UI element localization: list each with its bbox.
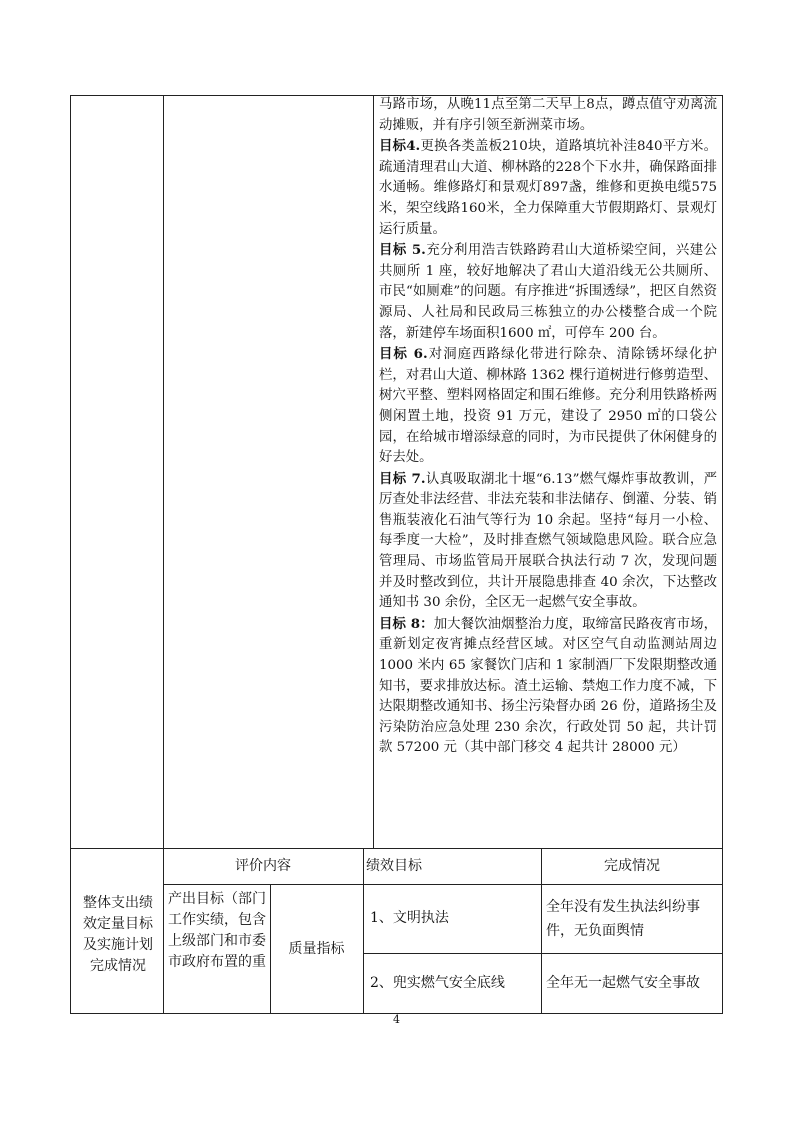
narrative-intro: 马路市场，从晚11点至第二天早上8点，蹲点值守劝离流动摊贩，并有序引领至新洲菜市场。 xyxy=(379,97,717,133)
goal-6 xyxy=(379,344,717,469)
goal-text: 更换各类盖板210块，道路填坑补洼840平方米。疏通清理君山大道、柳林路的228个下水井，确保路面排水通畅。维修路灯和景观灯897盏，维修和更换电缆575米，架空线路160米，全力保障重大节假期路灯、景观灯运行质量。 xyxy=(379,139,717,237)
row-status: 全年无一起燃气安全事故 xyxy=(546,975,700,991)
goal-label: 目标 8： xyxy=(379,615,434,632)
goal-text: 充分利用浩吉铁路跨君山大道桥梁空间，兴建公共厕所 1 座，较好地解决了君山大道沿线无公共厕所、市民“如厕难”的问题。有序推进“拆围透绿”，把区自然资源局、人社局和民政局三栋独立的办公楼整合成一个院落，新建停车场面积1600 ㎡，可停车 200 台。 xyxy=(379,243,717,341)
table-row xyxy=(546,884,720,953)
performance-narrative xyxy=(379,95,717,759)
table-row xyxy=(370,953,538,1014)
goal-8 xyxy=(379,614,717,759)
goal-text: 加大餐饮油烟整治力度，取缔富民路夜宵市场，重新划定夜宵摊点经营区域。对区空气自动监测站周边 1000 米内 65 家餐饮门店和 1 家制酒厂下发限期整改通知书，要求排放达标。渣土运输、禁炮工作力度不减，下达限期整改通知书、扬尘污染督办函 26 份，道路扬尘及污染防治应急处理 230 余次，行政处罚 50 起，共计罚款 57200 元（其中部门移交 4 起共计 28000 元） xyxy=(379,616,718,756)
row-target: 1、文明执法 xyxy=(370,910,449,926)
goal-label: 目标 7. xyxy=(379,470,426,487)
divider xyxy=(363,848,364,1014)
row-status: 全年没有发生执法纠纷事件，无负面舆情 xyxy=(546,898,700,939)
header-target: 绩效目标 xyxy=(366,857,422,874)
header-content: 评价内容 xyxy=(235,857,291,874)
goal-label: 目标 6. xyxy=(379,346,428,363)
divider xyxy=(373,95,374,849)
goal-label: 目标 5. xyxy=(379,242,426,259)
output-target-label: 产出目标（部门工作实绩，包含上级部门和市委市政府布置的重 xyxy=(168,891,266,970)
section-label: 整体支出绩效定量目标及实施计划完成情况 xyxy=(83,895,153,974)
table-row xyxy=(370,884,538,953)
goal-label: 目标4. xyxy=(379,138,421,155)
goal-text: 对洞庭西路绿化带进行除杂、清除锈坏绿化护栏，对君山大道、柳林路 1362 棵行道树进行修剪造型、树穴平整、塑料网格固定和围石维修。充分利用铁路桥两侧闲置土地，投资 91 万元，建设了 2950 ㎡的口袋公园，在给城市增添绿意的同时，为市民提供了休闲健身的好去处。 xyxy=(379,347,717,466)
page-number: 4 xyxy=(393,1013,400,1026)
divider xyxy=(163,95,164,849)
goal-7 xyxy=(379,469,717,614)
indicator-label: 质量指标 xyxy=(288,940,345,957)
goal-5 xyxy=(379,240,717,344)
goal-4 xyxy=(379,136,717,240)
goal-text: 认真吸取湖北十堰“6.13”燃气爆炸事故教训，严厉查处非法经营、非法充装和非法储存、倒灌、分装、销售瓶装液化石油气等行为 10 余起。坚持“每月一小检、每季度一大检”，及时排查燃气领域隐患风险。联合应急管理局、市场监管局开展联合执法行动 7 次，发现问题并及时整改到位，共计开展隐患排查 40 余次，下达整改通知书 30 余份，全区无一起燃气安全事故。 xyxy=(379,471,717,611)
row-target: 2、兜实燃气安全底线 xyxy=(370,975,505,991)
table-row xyxy=(546,953,720,1014)
header-status: 完成情况 xyxy=(604,857,660,874)
